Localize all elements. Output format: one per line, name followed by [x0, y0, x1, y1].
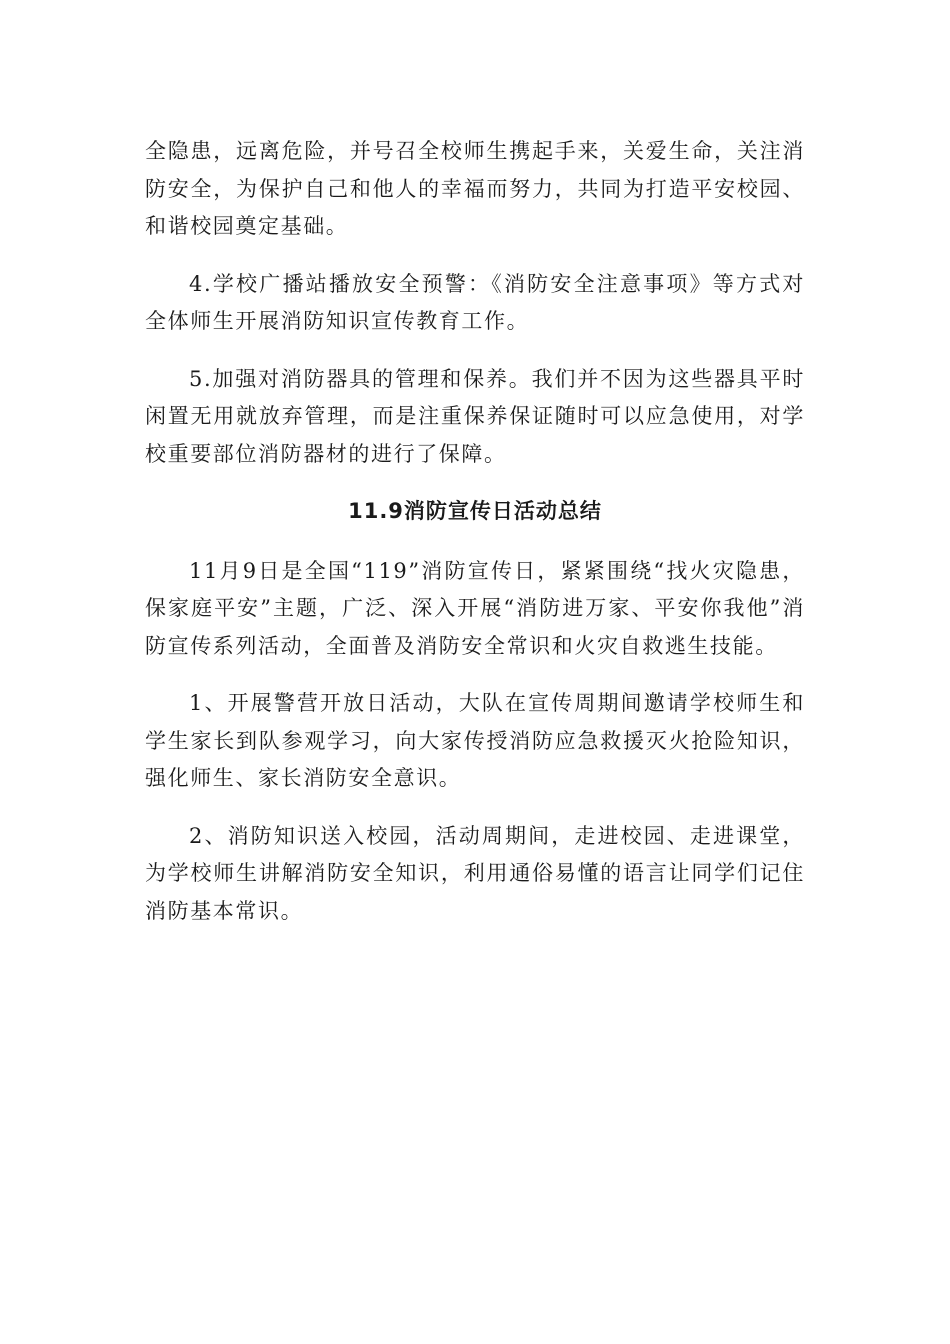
- document-body: [145, 133, 805, 950]
- paragraph-point-2: 2、消防知识送入校园，活动周期间，走进校园、走进课堂，为学校师生讲解消防安全知识，利用通俗易懂的语言让同学们记住消防基本常识。: [145, 823, 805, 923]
- paragraph-item-5: 5.加强对消防器具的管理和保养。我们并不因为这些器具平时闲置无用就放弃管理，而是注重保养保证随时可以应急使用，对学校重要部位消防器材的进行了保障。: [145, 366, 805, 466]
- paragraph-point-1: 1、开展警营开放日活动，大队在宣传周期间邀请学校师生和学生家长到队参观学习，向大家传授消防应急救援灭火抢险知识，强化师生、家长消防安全意识。: [145, 691, 805, 790]
- paragraph-item-4: 4.学校广播站播放安全预警：《消防安全注意事项》等方式对全体师生开展消防知识宣传教育工作。: [145, 271, 805, 333]
- section-title: 11.9消防宣传日活动总结: [348, 499, 602, 523]
- paragraph-continuation: 全隐患，远离危险，并号召全校师生携起手来，关爱生命，关注消防安全，为保护自己和他人的幸福而努力，共同为打造平安校园、和谐校园奠定基础。: [145, 139, 805, 238]
- paragraph-intro: 11月9日是全国“119”消防宣传日，紧紧围绕“找火灾隐患，保家庭平安”主题，广泛、深入开展“消防进万家、平安你我他”消防宣传系列活动，全面普及消防安全常识和火灾自救逃生技能。: [145, 558, 805, 658]
